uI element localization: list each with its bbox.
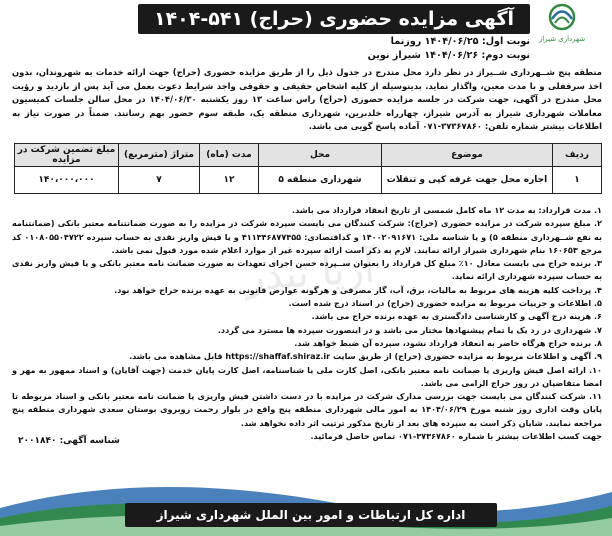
condition-item: ۷. شهرداری در رد یک یا تمام پیشنهادها مختار می باشد و در اینصورت سپرده ها مسترد می گردد. [217,324,602,335]
condition-item: ۱۱. شرکت کنندگان می بایست جهت بررسی مدارک شرکت در مزایده با در دست داشتن فیش واریزی یا ضمانت نامه معتبر بانکی و اسناد مربوطه تا پایان وقت اداری روز شنبه مورخ ۱۴۰۴/۰۶/۲۹ به امور مالی شهرداری منطقه پنج واقع در بلوار رحمت روبروی بوستان سعدی شهرداری منطقه پنج مراجعه نمایند. شایان ذکر است به سپرده های بعد از تاریخ مذکور ترتیب اثر داده نخواهد شد. [12,391,602,428]
intro-paragraph: منطقه پنج شــهرداری شــیراز در نظر دارد محل مندرج در جدول ذیل را از طریق مزایده حضوری (حراج) جهت ارائه خدمات به شهروندان، بدون اخذ سرقفلی و با مدت معین، واگذار نماید. بدینوسیله از کلیه اشخاص حقیقی و حقوقی واجد شرایط دعوت بعمل می آید پس از بازدید و رؤیت محل مندرج در آگهی، جهت شرکت در جلسه مزایده حضوری (حراج) راس ساعت ۱۳ روز یکشنبه ۱۴۰۴/۰۶/۳۰ در محل سالن جلسات کمیسیون معاملات شهرداری شیراز به آدرس شیراز، چهارراه خلدبرین، شهرداری منطقه یک، طبقه سوم حضور بهم رسانند. ضمناً در صورت نیاز به اطلاعات بیشتر شماره تلفن: ۳۷۳۶۷۸۶۰-۰۷۱ آماده پاسخ گویی می باشد. [12,67,602,131]
condition-item: ۱۰. ارائه اصل فیش واریزی یا ضمانت نامه معتبر بانکی، اصل کارت ملی یا شناسنامه، اصل کارت پایان خدمت (جهت آقایان) و اسناد ممهور به مهر و امضا متقاضیان در روز حراج الزامی می باشد. [12,364,602,388]
cell-duration: ۱۲ [200,167,259,194]
condition-item: ۶. هزینه درج آگهی و کارشناسی دادگستری به عهده برنده حراج می باشد. [311,311,602,322]
col-header-deposit: مبلغ تضمین شرکت در مزایده [15,144,119,167]
condition-item: ۵. اطلاعات و جزییات مربوط به مزایده حضوری (حراج) در اسناد درج شده است. [288,298,602,309]
publication-first: نوبت اول: ۱۴۰۴/۰۶/۲۵ روزنما [390,36,530,47]
col-header-subject: موضوع [382,144,553,167]
cell-area: ۷ [119,167,200,194]
shiraz-municipality-logo-icon [526,0,598,46]
cell-subject: اجاره محل جهت غرفه کپی و تنقلات [382,167,553,194]
notice-serial: شناسه آگهی: ۲۰۰۱۸۴۰ [18,436,120,446]
col-header-area: متراژ (مترمربع) [119,144,200,167]
condition-item: ۸. برنده حراج هرگاه حاضر به انعقاد قرارداد نشود، سپرده آن ضبط خواهد شد. [294,337,602,348]
cell-deposit: ۱۴۰،۰۰۰،۰۰۰ [15,167,119,194]
condition-item: ۲. مبلغ سپرده شرکت در مزایده حضوری (حراج): شرکت کنندگان می بایست سپرده شرکت در مزایده را به صورت ضمانتنامه معتبر بانکی (ضمانتنامه به نفع شــهرداری منطقه ۵) و یا شناسه ملی: ۱۴۰۰۲۰۹۱۶۷۱ و کداقتصادی: ۴۱۱۳۴۶۸۷۷۴۵۵ و یا فیش واریز نقدی به حساب سپرده ۰۱۰۸۰۵۵۰۴۷۲۲ کد مرجع ۱۶۰۶۵۳ بنام شهرداری شیراز ارائه نمایند. لازم به ذکر است ارائه سپرده غیر از موارد اعلام شده مورد قبول نمی باشد. [12,218,602,255]
col-header-duration: مدت (ماه) [200,144,259,167]
notice-title: آگهی مزایده حضوری (حراج) ۵۴۱-۱۴۰۴ [138,4,530,34]
table-row [15,167,602,194]
condition-item: ۴. پرداخت کلیه هزینه های مربوط به مالیات، برق، آب، گاز مصرفی و هرگونه عوارض قانونی به عهده برنده حراج خواهد بود. [114,284,602,295]
condition-item: ۱. مدت قرارداد: به مدت ۱۲ ماه کامل شمسی از تاریخ انعقاد قرارداد می باشد. [292,205,602,215]
watermark: آریا تندر [243,245,377,301]
table-header-row [15,144,602,167]
col-header-row-number: ردیف [553,144,602,167]
condition-item: ۳. برنده حراج می بایست معادل ۱۰٪ مبلغ کل قرارداد را بعنوان ســپرده حسن اجرای تعهدات به صورت ضمانت نامه معتبر بانکی و یا فیش واریز نقدی به حساب سپرده شهرداری ارائه نماید. [12,258,602,282]
logo-caption: شهرداری شیراز [538,35,586,43]
conditions-list [12,204,602,443]
condition-item: ۹. آگهی و اطلاعات مربوط به مزایده حضوری (حراج) از طریق سایت https://shaffaf.shiraz.ir قابل مشاهده می باشد. [129,351,602,362]
cell-row-number: ۱ [553,167,602,194]
footer-issuer: اداره کل ارتباطات و امور بین الملل شهرداری شیراز [125,503,497,527]
cell-location: شهرداری منطقه ۵ [259,167,382,194]
col-header-location: محل [259,144,382,167]
contact-line: جهت کسب اطلاعات بیشتر با شماره ۳۷۳۶۷۸۶۰-۰۷۱ تماس حاصل فرمائید. [310,431,602,442]
auction-table [14,143,602,194]
publication-second: نوبت دوم: ۱۴۰۴/۰۶/۲۶ شیراز نوین [367,50,530,61]
